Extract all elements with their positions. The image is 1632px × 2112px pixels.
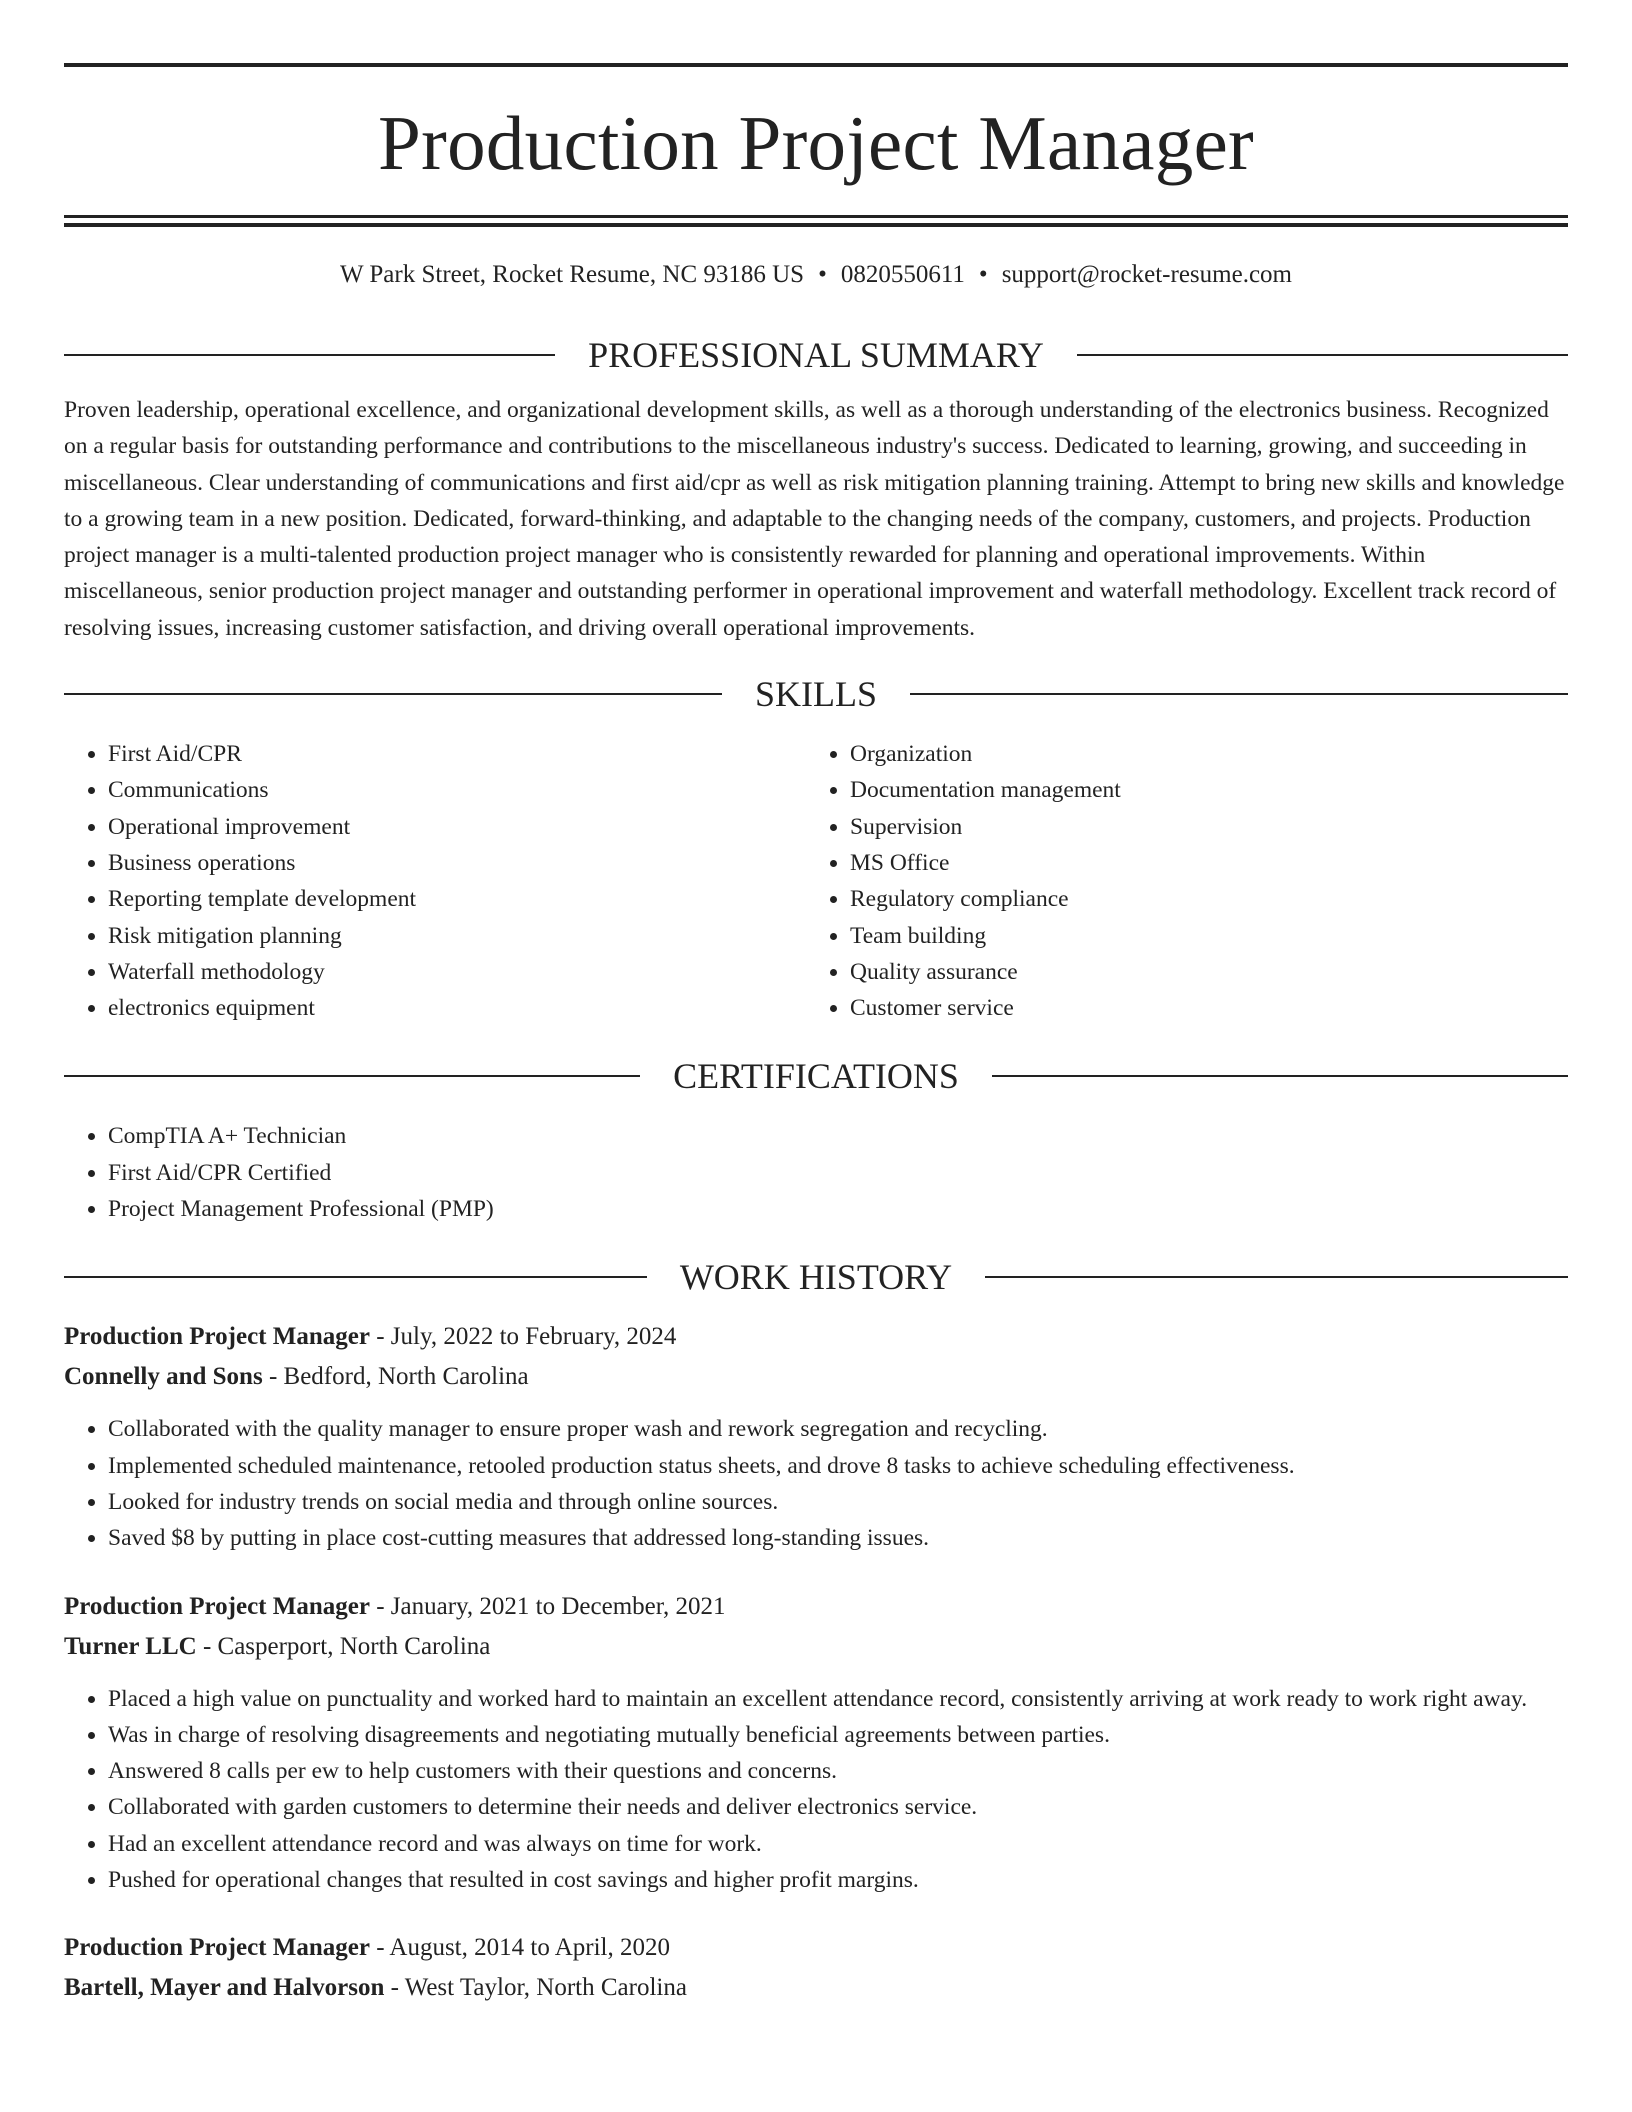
skill-item: • Documentation management	[850, 772, 1548, 808]
job-entry	[64, 1587, 1568, 1899]
skill-item: • Operational improvement	[108, 809, 806, 845]
job-duty: • Collaborated with garden customers to determine their needs and deliver electronics service.	[108, 1789, 1568, 1825]
job-duty: • Placed a high value on punctuality and worked hard to maintain an excellent attendance record, consistently arriving at work ready to work right away.	[108, 1681, 1568, 1717]
contact-phone: 0820550611	[840, 261, 965, 288]
contact-separator: •	[978, 261, 988, 288]
heading-rule-right	[985, 1276, 1568, 1278]
summary-section-heading	[64, 335, 1568, 375]
heading-rule-left	[64, 1276, 647, 1278]
skills-column-right	[806, 736, 1548, 1026]
skill-item: • MS Office	[850, 845, 1548, 881]
job-title: Production Project Manager	[64, 1323, 370, 1351]
skill-item: • Supervision	[850, 809, 1548, 845]
job-company: Bartell, Mayer and Halvorson	[64, 1974, 385, 2002]
job-company: Turner LLC	[64, 1632, 197, 1660]
job-company-line	[64, 1627, 1568, 1667]
skill-item: • Business operations	[108, 845, 806, 881]
summary-section-title: PROFESSIONAL SUMMARY	[588, 335, 1044, 375]
job-company: Connelly and Sons	[64, 1363, 263, 1391]
contact-line	[64, 260, 1568, 290]
job-entry	[64, 1317, 1568, 1556]
certifications-section-heading	[64, 1056, 1568, 1096]
job-duty: • Answered 8 calls per ew to help customers with their questions and concerns.	[108, 1753, 1568, 1789]
top-rule	[64, 63, 1568, 67]
skill-item: • electronics equipment	[108, 990, 806, 1026]
job-duty: • Saved $8 by putting in place cost-cutting measures that addressed long-standing issues.	[108, 1520, 1568, 1556]
job-duty: • Was in charge of resolving disagreements and negotiating mutually beneficial agreements between parties.	[108, 1717, 1568, 1753]
job-company-line	[64, 1357, 1568, 1397]
certifications-list	[64, 1118, 1568, 1227]
job-duty: • Looked for industry trends on social media and through online sources.	[108, 1484, 1568, 1520]
skills-section-title: SKILLS	[755, 674, 878, 715]
job-company-line	[64, 1968, 1568, 2008]
job-duty: • Had an excellent attendance record and was always on time for work.	[108, 1826, 1568, 1862]
certifications-section-title: CERTIFICATIONS	[673, 1056, 959, 1097]
heading-rule-right	[910, 693, 1568, 695]
job-dates: - January, 2021 to December, 2021	[369, 1592, 726, 1620]
contact-separator: •	[818, 261, 827, 288]
skill-item: • Waterfall methodology	[108, 954, 806, 990]
contact-address: W Park Street, Rocket Resume, NC 93186 US	[340, 261, 805, 288]
heading-rule-right	[992, 1075, 1568, 1077]
job-duty: • Implemented scheduled maintenance, retooled production status sheets, and drove 8 tasks to achieve scheduling effectiveness.	[108, 1448, 1568, 1484]
skill-item: • First Aid/CPR	[108, 736, 806, 772]
skill-item: • Quality assurance	[850, 954, 1548, 990]
resume-name: Production Project Manager	[378, 100, 1254, 186]
certification-item: • Project Management Professional (PMP)	[108, 1191, 1568, 1227]
job-dates: - August, 2014 to April, 2020	[369, 1934, 670, 1962]
certification-item: • First Aid/CPR Certified	[108, 1155, 1568, 1191]
job-location: - Casperport, North Carolina	[196, 1632, 491, 1660]
job-location: - West Taylor, North Carolina	[384, 1974, 687, 2002]
skills-section-heading	[64, 674, 1568, 714]
skill-item: • Customer service	[850, 990, 1548, 1026]
skills-list-right	[806, 736, 1548, 1026]
skills-list-left	[64, 736, 806, 1026]
heading-rule-right	[1077, 354, 1568, 356]
job-duty: • Collaborated with the quality manager to ensure proper wash and rework segregation and recycling.	[108, 1411, 1568, 1447]
skill-item: • Organization	[850, 736, 1548, 772]
heading-rule-left	[64, 1075, 640, 1077]
work-history-section-heading	[64, 1257, 1568, 1297]
job-title: Production Project Manager	[64, 1592, 370, 1620]
job-location: - Bedford, North Carolina	[262, 1363, 529, 1391]
double-rule	[64, 215, 1568, 227]
skill-item: • Risk mitigation planning	[108, 918, 806, 954]
job-title-line	[64, 1928, 1568, 1968]
heading-rule-left	[64, 693, 722, 695]
work-history-section-title: WORK HISTORY	[679, 1257, 953, 1298]
job-title-line	[64, 1587, 1568, 1627]
job-duty: • Pushed for operational changes that resulted in cost savings and higher profit margins.	[108, 1862, 1568, 1898]
job-entry	[64, 1928, 1568, 2008]
heading-rule-left	[64, 354, 555, 356]
summary-paragraph: Proven leadership, operational excellence, and organizational development skills, as well as a thorough understanding of the electronics business. Recognized on a regular basis for outstanding performance and contributions to the miscellaneous industry's success. Dedicated to learning, growing, and succeeding in miscellaneous. Clear understanding of communications and first aid/cpr as well as risk mitigation planning training. Attempt to bring new skills and knowledge to a growing team in a new position. Dedicated, forward-thinking, and adaptable to the changing needs of the company, customers, and projects. Production project manager is a multi-talented production project manager who is consistently rewarded for planning and operational improvements. Within miscellaneous, senior production project manager and outstanding performer in operational improvement and waterfall methodology. Excellent track record of resolving issues, increasing customer satisfaction, and driving overall operational improvements.	[64, 397, 1565, 641]
job-title: Production Project Manager	[64, 1934, 370, 1962]
contact-email: support@rocket-resume.com	[1001, 261, 1292, 288]
skills-columns	[64, 736, 1568, 1026]
skill-item: • Reporting template development	[108, 881, 806, 917]
skill-item: • Team building	[850, 918, 1548, 954]
job-dates: - July, 2022 to February, 2024	[369, 1323, 677, 1351]
certification-item: • CompTIA A+ Technician	[108, 1118, 1568, 1154]
skill-item: • Regulatory compliance	[850, 881, 1548, 917]
job-duties-list	[64, 1681, 1568, 1899]
job-duties-list	[64, 1411, 1568, 1556]
job-title-line	[64, 1317, 1568, 1357]
skills-column-left	[64, 736, 806, 1026]
skill-item: • Communications	[108, 772, 806, 808]
